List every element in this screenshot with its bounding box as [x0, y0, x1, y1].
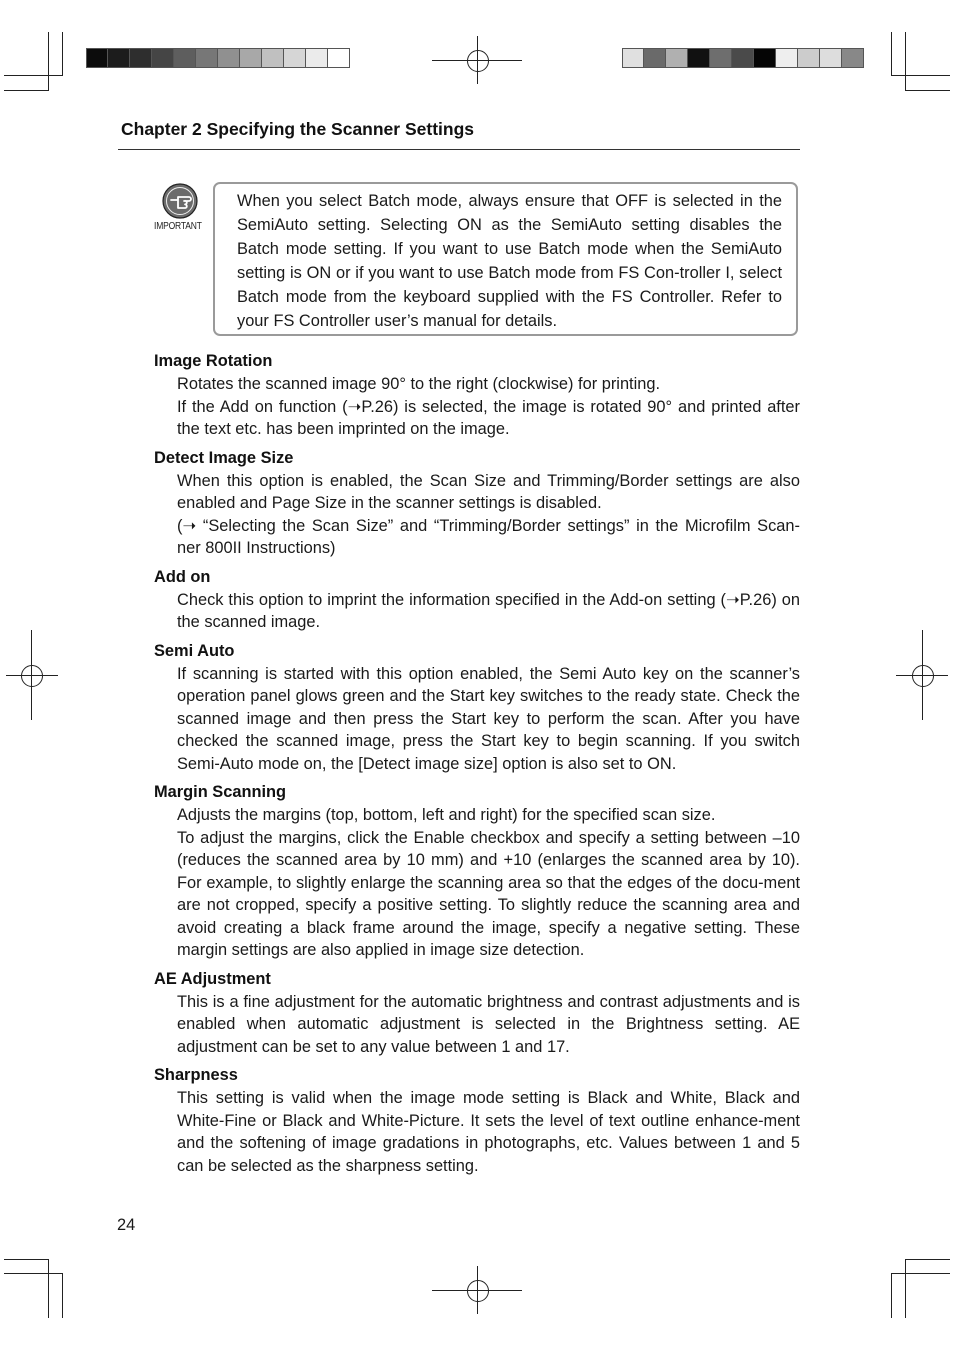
registration-circle: [467, 1280, 489, 1302]
calibration-swatch: [108, 48, 130, 68]
calibration-swatch: [666, 48, 688, 68]
calibration-swatch: [622, 48, 644, 68]
section-paragraph: If the Add on function (➝P.26) is selected, the image is rotated 90° and printed after the text etc. has been imprinted on the image.: [177, 397, 800, 438]
section-paragraph: This is a fine adjustment for the automatic brightness and contrast adjustments and is enabled when automatic adjustment is selected in the Brightness setting. AE adjustment can be set to any value between 1 and 17.: [177, 992, 800, 1056]
section-heading: Add on: [154, 567, 211, 586]
calibration-swatch: [644, 48, 666, 68]
section-heading: Margin Scanning: [154, 783, 287, 801]
calibration-swatch: [754, 48, 776, 68]
section-paragraph: Rotates the scanned image 90° to the right (clockwise) for printing.: [177, 375, 661, 393]
crop-mark: [905, 90, 950, 91]
grayscale-calibration-bar-right: [622, 48, 864, 68]
important-label: IMPORTANT: [154, 221, 202, 232]
crop-mark: [4, 75, 62, 76]
grayscale-calibration-bar-left: [86, 48, 350, 68]
registration-circle: [21, 665, 43, 687]
settings-section: [154, 565, 800, 634]
settings-section: [154, 780, 800, 962]
calibration-swatch: [262, 48, 284, 68]
crop-mark: [4, 1259, 49, 1260]
section-heading: Image Rotation: [154, 352, 273, 370]
important-hand-icon: [162, 183, 198, 219]
calibration-swatch: [86, 48, 108, 68]
calibration-swatch: [798, 48, 820, 68]
calibration-swatch: [240, 48, 262, 68]
section-paragraph: If scanning is started with this option enabled, the Semi Auto key on the scanner’s operation panel glows green and the Start key switches to the ready state. Check the scanned image and then press the Start key to perform the scan. After you have checked the scanned image, press the Start key to begin scanning. If you switch Semi-Auto mode on, the [Detect image size] option is also set to ON.: [177, 664, 800, 773]
calibration-swatch: [688, 48, 710, 68]
calibration-swatch: [130, 48, 152, 68]
crop-mark: [48, 32, 49, 91]
section-paragraph: To adjust the margins, click the Enable checkbox and specify a setting between –10 (reduces the scanned area by 10 mm) and +10 (enlarges the scanned area by 10). For example, to slightly enlarge the scanning area so that the edges of the docu-ment are not cropped, specify a positive setting. To slightly reduce the scanning area and avoid creating a black frame around the image, specify a negative setting. These margin settings are also applied in image size detection.: [177, 828, 800, 959]
calibration-swatch: [284, 48, 306, 68]
calibration-swatch: [196, 48, 218, 68]
crop-mark: [905, 1259, 950, 1260]
section-heading: Detect Image Size: [154, 448, 294, 467]
settings-section: [154, 967, 800, 1059]
crop-mark: [891, 1273, 892, 1318]
section-paragraph: When this option is enabled, the Scan Size and Trimming/Border settings are also enabled and Page Size in the scanner settings is disabled.: [177, 471, 800, 512]
crop-mark: [48, 1259, 49, 1318]
crop-mark: [891, 75, 950, 76]
crop-mark: [4, 90, 49, 91]
section-paragraph: Adjusts the margins (top, bottom, left and right) for the specified scan size.: [177, 806, 716, 824]
chapter-divider: [118, 149, 800, 150]
calibration-swatch: [152, 48, 174, 68]
important-note-box: [213, 182, 798, 336]
calibration-swatch: [776, 48, 798, 68]
crop-mark: [891, 1273, 950, 1274]
important-note-text: When you select Batch mode, always ensure that OFF is selected in the SemiAuto setting. Selecting ON as the SemiAuto setting disables the Batch mode setting. If you want to use Batch mode when the SemiAuto setting is ON or if you want to use Batch mode from FS Con-troller I, select Batch mode from the keyboard supplied with the FS Controller. Refer to your FS Controller user’s manual for details.: [237, 192, 782, 330]
section-paragraph: Check this option to imprint the information specified in the Add-on setting (➝P.26) on the scanned image.: [177, 590, 800, 631]
chapter-title: Chapter 2 Specifying the Scanner Settings: [121, 119, 474, 139]
calibration-swatch: [174, 48, 196, 68]
registration-circle: [467, 50, 489, 72]
calibration-swatch: [328, 48, 350, 68]
crop-mark: [62, 32, 63, 76]
crop-mark: [905, 32, 906, 91]
page-number: 24: [117, 1216, 136, 1234]
settings-section: [154, 446, 800, 560]
crop-mark: [891, 32, 892, 76]
registration-circle: [912, 665, 934, 687]
section-heading: Sharpness: [154, 1066, 238, 1084]
calibration-swatch: [820, 48, 842, 68]
settings-sections: [154, 349, 800, 1182]
calibration-swatch: [306, 48, 328, 68]
settings-section: [154, 349, 800, 441]
section-paragraph: This setting is valid when the image mode setting is Black and White, Black and White-Fine or Black and White-Picture. It sets the level of text outline enhance-ment and the softening of image gradations in photographs, etc. Values between 1 and 5 can be selected as the sharpness setting.: [177, 1089, 800, 1175]
crop-mark: [4, 1273, 62, 1274]
crop-mark: [62, 1273, 63, 1318]
settings-section: [154, 639, 800, 776]
section-paragraph: (➝ “Selecting the Scan Size” and “Trimming/Border settings” in the Microfilm Scan-ner 800II Instructions): [177, 516, 800, 557]
calibration-swatch: [842, 48, 864, 68]
section-heading: Semi Auto: [154, 641, 235, 660]
settings-section: [154, 1063, 800, 1177]
calibration-swatch: [710, 48, 732, 68]
calibration-swatch: [732, 48, 754, 68]
calibration-swatch: [218, 48, 240, 68]
crop-mark: [905, 1259, 906, 1318]
section-heading: AE Adjustment: [154, 969, 271, 988]
